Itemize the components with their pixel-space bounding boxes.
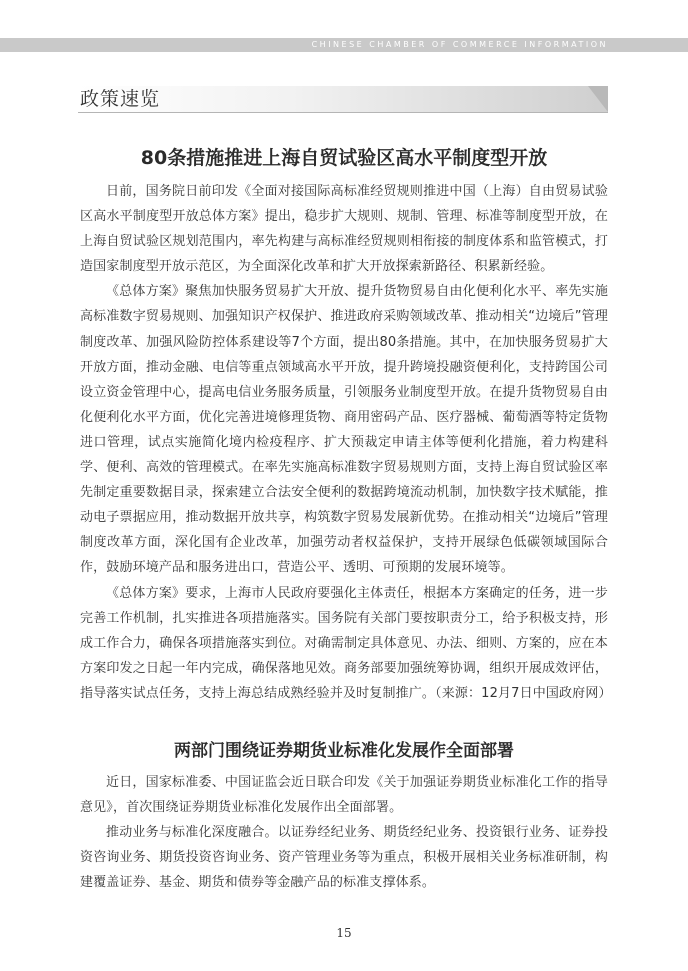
page-number: 15 [336, 926, 352, 940]
article-1 [80, 146, 612, 706]
article-paragraph: 日前，国务院日前印发《全面对接国际高标准经贸规则推进中国（上海）自由贸易试验区高水平制度型开放总体方案》提出，稳步扩大规则、规制、管理、标准等制度型开放，在上海自贸试验区规划范围内，率先构建与高标准经贸规则相衔接的制度体系和监管模式，打造国家制度型开放示范区，为全面深化改革和扩大开放探索新路径、积累新经验。 [80, 184, 608, 275]
article-paragraph: 《总体方案》聚焦加快服务贸易扩大开放、提升货物贸易自由化便利化水平、率先实施高标准数字贸易规则、加强知识产权保护、推进政府采购领域改革、推动相关“边境后”管理制度改革、加强风险防控体系建设等7个方面，提出80条措施。其中，在加快服务贸易扩大开放方面，推动金融、电信等重点领域高水平开放，提升跨境投融资便利化，支持跨国公司设立资金管理中心，提高电信业务服务质量，引领服务业制度型开放。在提升货物贸易自由化便利化水平方面，优化完善进境修理货物、商用密码产品、医疗器械、葡萄酒等特定货物进口管理，试点实施简化境内检疫程序、扩大预裁定申请主体等便利化措施，着力构建科学、便利、高效的管理模式。在率先实施高标准数字贸易规则方面，支持上海自贸试验区率先制定重要数据目录，探索建立合法安全便利的数据跨境流动机制，加快数字技术赋能，推动电子票据应用，推动数据开放共享，构筑数字贸易发展新优势。在推动相关“边境后”管理制度改革方面，深化国有企业改革，加强劳动者权益保护，支持开展绿色低碳领域国际合作，鼓励环境产品和服务进出口，营造公平、透明、可预期的发展环境等。 [80, 284, 608, 576]
article-paragraph: 推动业务与标准化深度融合。以证券经纪业务、期货经纪业务、投资银行业务、证券投资咨询业务、期货投资咨询业务、资产管理业务等为重点，积极开展相关业务标准研制，构建覆盖证券、基金、期货和债券等金融产品的标准支撑体系。 [80, 825, 608, 891]
article-paragraph: 近日，国家标准委、中国证监会近日联合印发《关于加强证券期货业标准化工作的指导意见》，首次围绕证券期货业标准化发展作出全面部署。 [80, 775, 608, 816]
article-title: 80条措施推进上海自贸试验区高水平制度型开放 [140, 147, 548, 169]
article-paragraph: 《总体方案》要求，上海市人民政府要强化主体责任，根据本方案确定的任务，进一步完善工作机制，扎实推进各项措施落实。国务院有关部门要按职责分工，给予积极支持，形成工作合力，确保各项措施落实到位。对确需制定具体意见、办法、细则、方案的，应在本方案印发之日起一年内完成，确保落地见效。商务部要加强统筹协调，组织开展成效评估，指导落实试点任务，支持上海总结成熟经验并及时复制推广。（来源：12月7日中国政府网） [80, 585, 612, 701]
section-bar-tab [588, 86, 608, 112]
article-2 [80, 740, 608, 895]
banner-text: CHINESE CHAMBER OF COMMERCE INFORMATION [311, 40, 608, 49]
section-bar-line [78, 112, 608, 113]
section-title: 政策速览 [80, 88, 161, 110]
article-title: 两部门围绕证券期货业标准化发展作全面部署 [174, 741, 514, 761]
